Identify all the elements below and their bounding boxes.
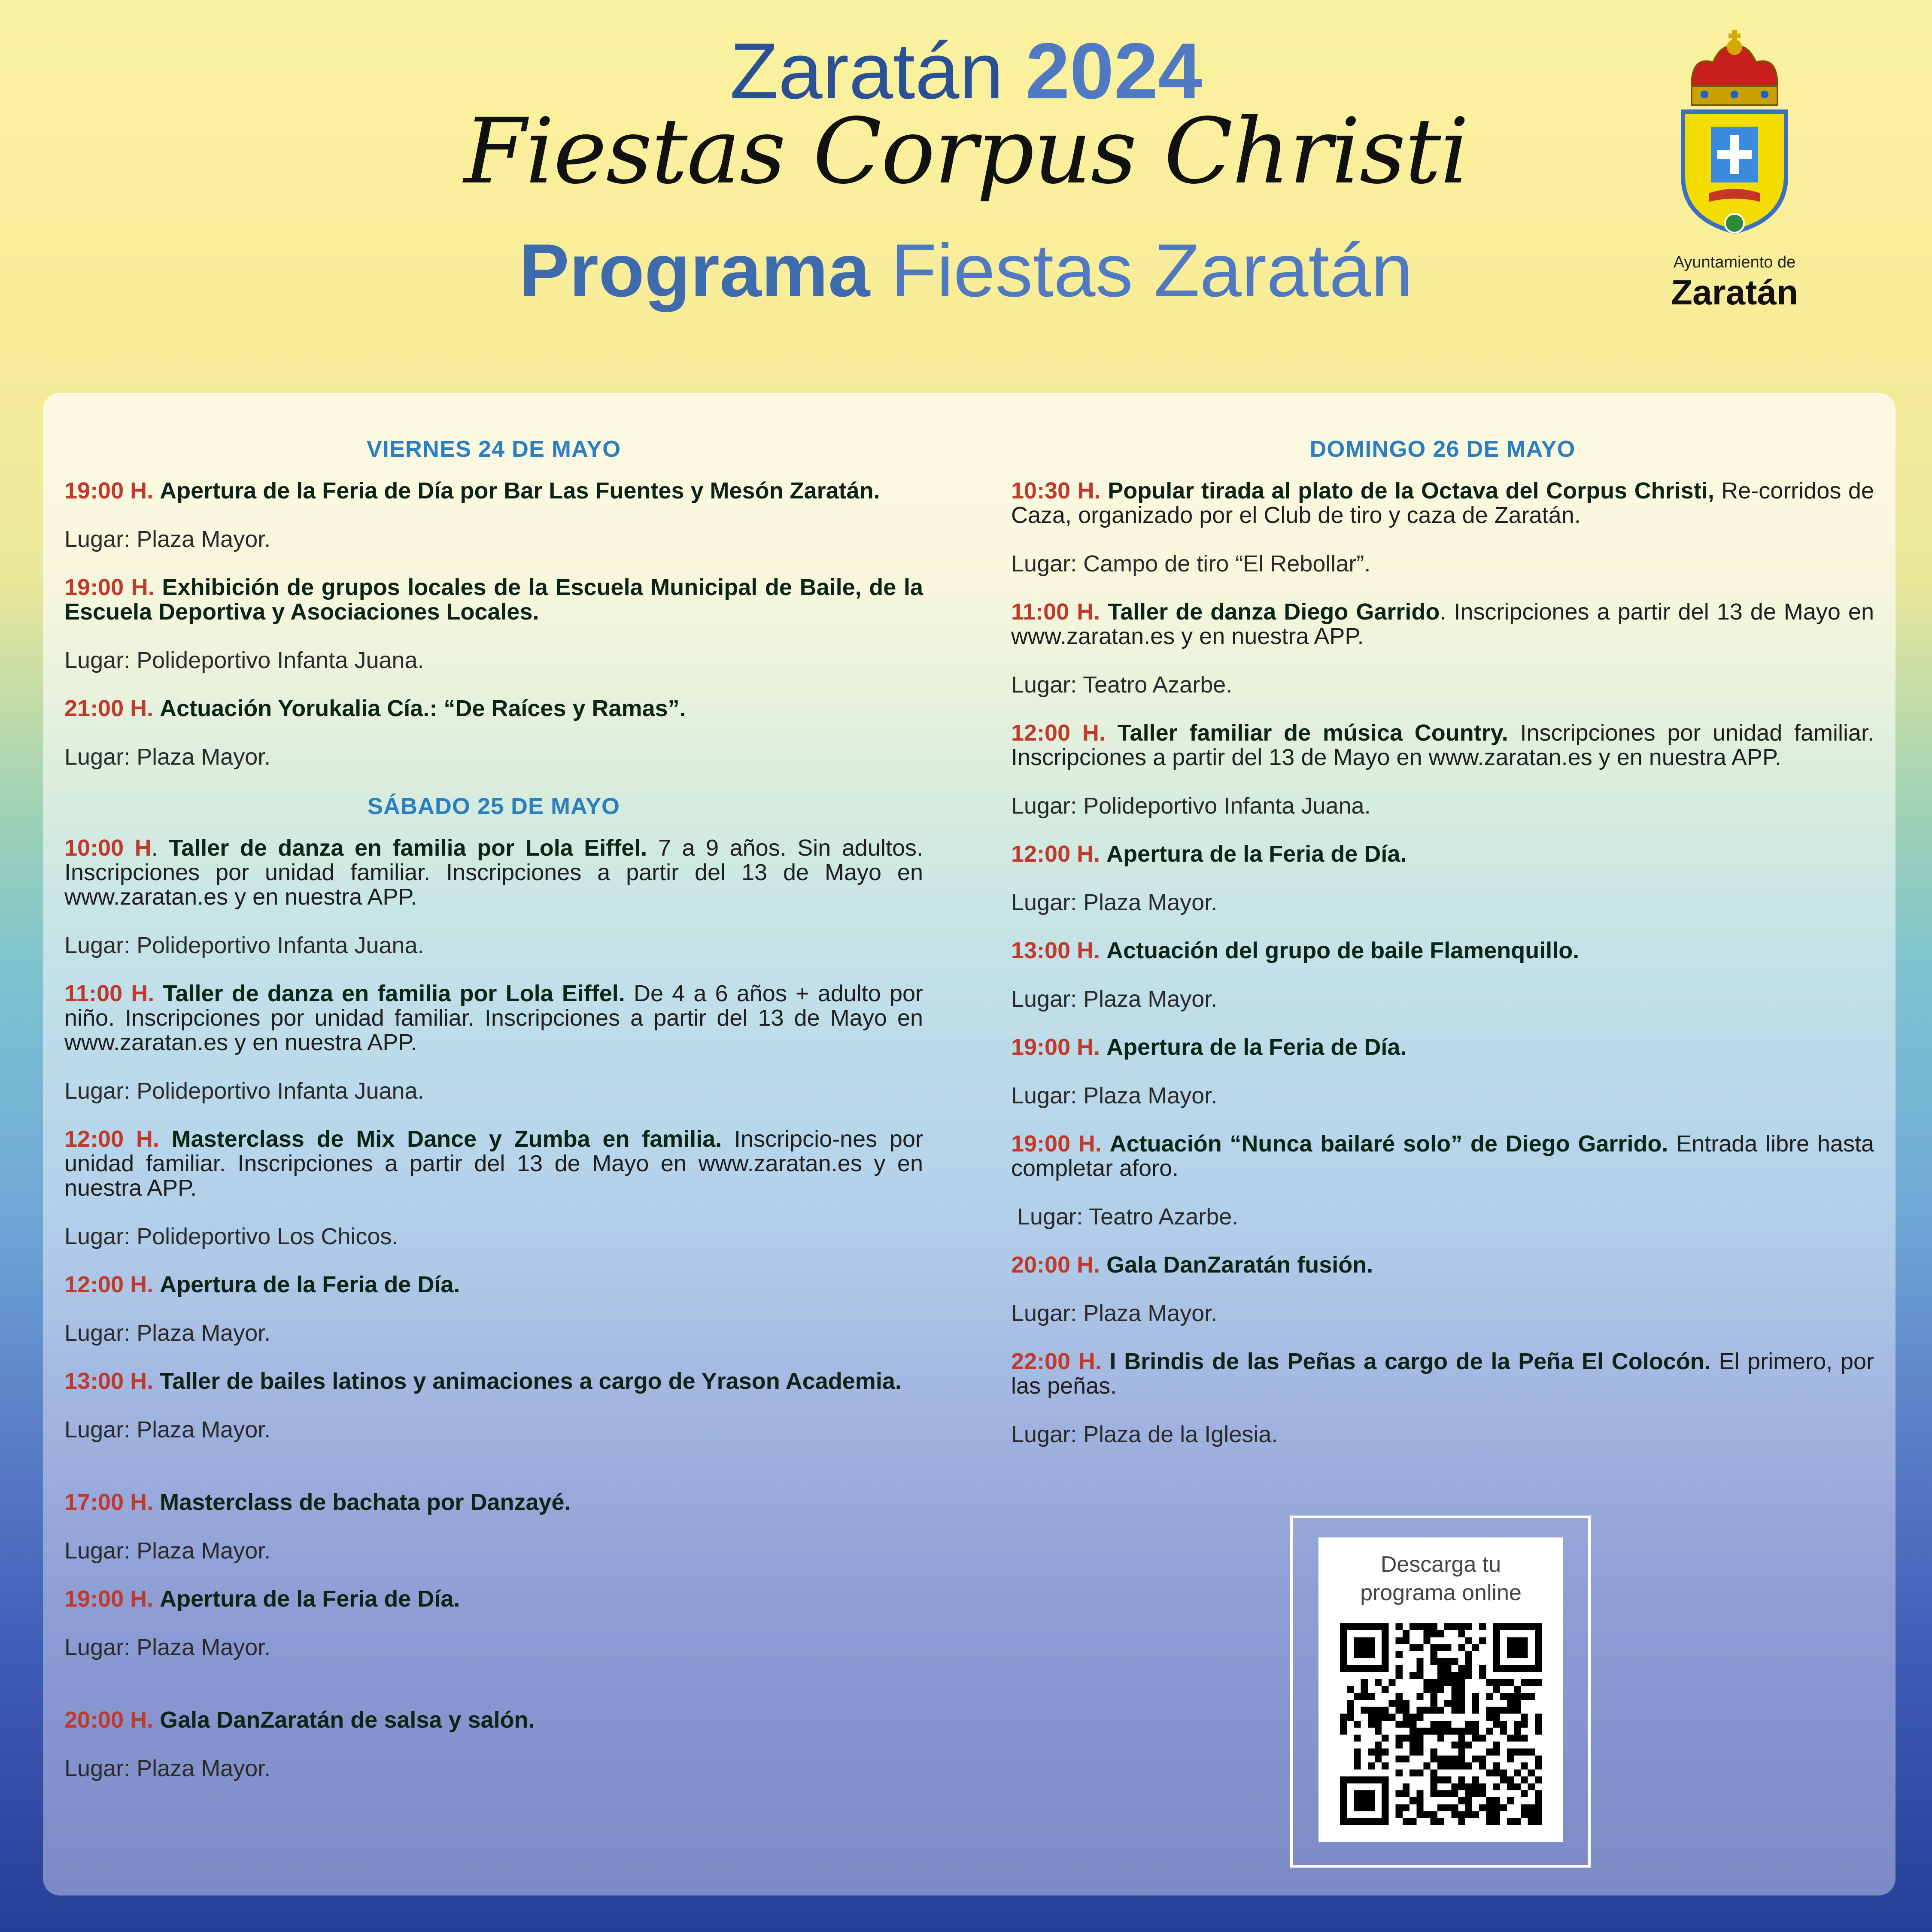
event-item: 13:00 H. Taller de bailes latinos y animaciones a cargo de Yrason Academia. <box>64 1368 902 1394</box>
event-location: Lugar: Plaza Mayor. <box>1011 890 1218 915</box>
event-location: Lugar: Teatro Azarbe. <box>1011 672 1233 698</box>
event-item: 20:00 H. Gala DanZaratán de salsa y salón. <box>64 1707 535 1733</box>
event-item: 20:00 H. Gala DanZaratán fusión. <box>1011 1252 1373 1278</box>
event-item: 10:30 H. Popular tirada al plato de la Octava del Corpus Christi, Re-corridos de Caza, organizado por el Club de tiro y caza de Zaratán. <box>1011 478 1874 528</box>
qr-caption-line2: programa online <box>1360 1580 1522 1605</box>
qr-caption-line1: Descarga tu <box>1380 1552 1501 1577</box>
event-location: Lugar: Polideportivo Los Chicos. <box>64 1224 398 1249</box>
event-location: Lugar: Plaza Mayor. <box>64 1417 271 1443</box>
crest-label: Ayuntamiento de <box>1673 253 1796 271</box>
event-location: Lugar: Plaza Mayor. <box>64 526 271 552</box>
program-panel <box>43 393 1896 1896</box>
event-location: Lugar: Polideportivo Infanta Juana. <box>1011 793 1371 819</box>
event-location: Lugar: Plaza Mayor. <box>64 744 271 770</box>
event-location: Lugar: Plaza Mayor. <box>1011 1083 1218 1109</box>
event-item: 13:00 H. Actuación del grupo de baile Flamenquillo. <box>1011 938 1580 963</box>
event-location: Lugar: Plaza Mayor. <box>1011 986 1218 1012</box>
event-item: 11:00 H. Taller de danza en familia por Lola Eiffel. De 4 a 6 años + adulto por niño. Inscripciones por unidad familiar. Inscripciones a partir del 13 de Mayo en www.zaratan.es y en nuestra APP. <box>64 981 923 1055</box>
subtitle: Fiestas Corpus Christi <box>464 99 1468 204</box>
event-item: 17:00 H. Masterclass de bachata por Danzayé. <box>64 1489 571 1515</box>
qr-caption <box>1318 1550 1563 1607</box>
title-year: 2024 <box>1025 27 1203 115</box>
title-town: Zaratán <box>729 27 1004 115</box>
event-item: 19:00 H. Apertura de la Feria de Día por Bar Las Fuentes y Mesón Zaratán. <box>64 478 880 504</box>
event-item: 12:00 H. Apertura de la Feria de Día. <box>64 1272 460 1297</box>
event-location: Lugar: Plaza Mayor. <box>64 1538 271 1564</box>
event-location: Lugar: Campo de tiro “El Rebollar”. <box>1011 551 1371 577</box>
event-location: Lugar: Plaza Mayor. <box>64 1320 271 1346</box>
event-item: 19:00 H. Exhibición de grupos locales de la Escuela Municipal de Baile, de la Escuela Deportiva y Asociaciones Locales. <box>64 574 923 625</box>
left-column <box>64 393 923 1804</box>
qr-frame <box>1290 1516 1591 1868</box>
town-crest-logo <box>1666 30 1803 312</box>
event-location: Lugar: Polideportivo Infanta Juana. <box>64 933 424 958</box>
spacer <box>64 1683 923 1708</box>
qr-code-icon[interactable] <box>1340 1623 1542 1825</box>
event-location: Lugar: Polideportivo Infanta Juana. <box>64 647 424 673</box>
event-item: 11:00 H. Taller de danza Diego Garrido. Inscripciones a partir del 13 de Mayo en www.zaratan.es y en nuestra APP. <box>1011 599 1874 649</box>
program-heading-bold: Programa <box>519 229 870 313</box>
event-item: 19:00 H. Apertura de la Feria de Día. <box>64 1586 460 1612</box>
event-location: Lugar: Plaza Mayor. <box>64 1756 271 1781</box>
qr-card <box>1318 1537 1563 1842</box>
program-heading-rest: Fiestas Zaratán <box>890 229 1413 313</box>
event-location: Lugar: Teatro Azarbe. <box>1017 1204 1239 1230</box>
event-location: Lugar: Plaza Mayor. <box>1011 1300 1218 1326</box>
event-item: 12:00 H. Taller familiar de música Country. Inscripciones por unidad familiar. Inscripciones a partir del 13 de Mayo en www.zaratan.es y en nuestra APP. <box>1011 720 1874 770</box>
event-item: 12:00 H. Apertura de la Feria de Día. <box>1011 841 1407 867</box>
header <box>0 0 1932 386</box>
crest-icon <box>1666 30 1803 253</box>
crest-name: Zaratán <box>1671 273 1798 312</box>
event-location: Lugar: Plaza Mayor. <box>64 1634 271 1660</box>
right-column <box>1011 393 1874 1470</box>
event-item: 10:00 H. Taller de danza en familia por Lola Eiffel. 7 a 9 años. Sin adultos. Inscripciones por unidad familiar. Inscripciones a partir del 13 de Mayo en www.zaratan.es y en nuestra APP. <box>64 835 923 910</box>
spacer <box>64 1466 923 1490</box>
event-location: Lugar: Polideportivo Infanta Juana. <box>64 1078 424 1104</box>
event-item: 12:00 H. Masterclass de Mix Dance y Zumba en familia. Inscripcio-nes por unidad familiar. Inscripciones a partir del 13 de Mayo en www.zaratan.es y en nuestra APP. <box>64 1126 923 1201</box>
event-location: Lugar: Plaza de la Iglesia. <box>1011 1422 1278 1447</box>
event-item: 21:00 H. Actuación Yorukalia Cía.: “De Raíces y Ramas”. <box>64 696 686 721</box>
day-heading-sunday: DOMINGO 26 DE MAYO <box>1309 436 1576 462</box>
event-item: 19:00 H. Apertura de la Feria de Día. <box>1011 1034 1407 1060</box>
day-heading-saturday: SÁBADO 25 DE MAYO <box>367 793 620 819</box>
day-heading-friday: VIERNES 24 DE MAYO <box>366 436 621 462</box>
event-item: 19:00 H. Actuación “Nunca bailaré solo” de Diego Garrido. Entrada libre hasta completar aforo. <box>1011 1131 1874 1181</box>
event-item: 22:00 H. I Brindis de las Peñas a cargo de la Peña El Colocón. El primero, por las peñas. <box>1011 1349 1874 1399</box>
